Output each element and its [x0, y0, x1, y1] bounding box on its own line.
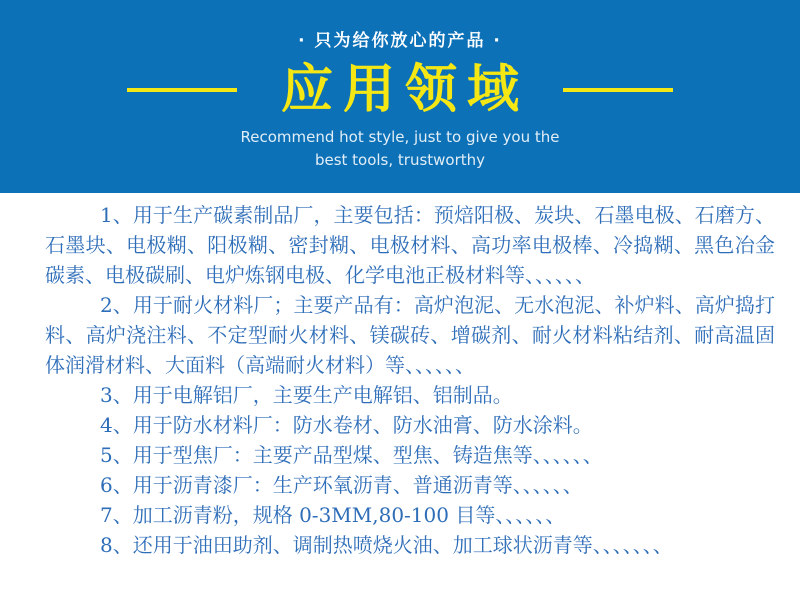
banner-slogan: · 只为给你放心的产品 ·	[298, 31, 502, 51]
application-item-4: 4、用于防水材料厂：防水卷材、防水油膏、防水涂料。	[100, 413, 593, 437]
application-item-7: 7、加工沥青粉，规格 0-3MM,80-100 目等、、、、、、	[100, 503, 566, 527]
banner-title: 应用领域	[280, 60, 529, 120]
title-right-line	[563, 88, 673, 92]
application-item-2: 2、用于耐火材料厂；主要产品有：高炉泡泥、无水泡泥、补炉料、高炉捣打料、高炉浇注料、不定型耐火材料、镁碳砖、增碳剂、耐火材料粘结剂、耐高温固体润滑材料、大面料（高端耐火材料）等、、、、、、	[45, 293, 775, 377]
title-left-line	[127, 88, 237, 92]
banner-subtitle-line1: Recommend hot style, just to give you the	[240, 128, 560, 146]
application-item-3: 3、用于电解铝厂，主要生产电解铝、铝制品。	[100, 383, 513, 407]
banner	[0, 0, 800, 193]
application-item-5: 5、用于型焦厂：主要产品型煤、型焦、铸造焦等、、、、、、	[100, 443, 603, 467]
application-item-6: 6、用于沥青漆厂：生产环氧沥青、普通沥青等、、、、、、	[100, 473, 583, 497]
banner-subtitle-line2: best tools, trustworthy	[314, 151, 486, 169]
application-item-1: 1、用于生产碳素制品厂，主要包括：预焙阳极、炭块、石墨电极、石磨方、石墨块、电极糊、阳极糊、密封糊、电极材料、高功率电极棒、冷捣糊、黑色冶金碳素、电极碳刷、电炉炼钢电极、化学电池正极材料等、、、、、、	[45, 203, 775, 287]
application-list	[0, 193, 800, 580]
application-item-8: 8、还用于油田助剂、调制热喷烧火油、加工球状沥青等、、、、、、、	[100, 533, 673, 557]
banner-title-row	[0, 61, 800, 119]
